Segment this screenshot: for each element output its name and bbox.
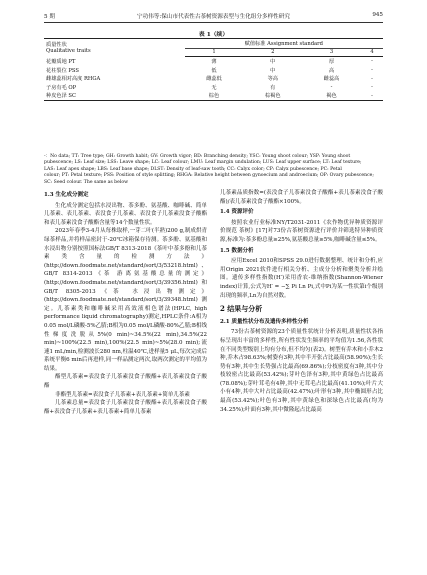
table-cell: 高 <box>328 67 335 74</box>
table-cell: 有 <box>270 84 276 91</box>
col-num: 1 <box>185 48 244 57</box>
table-header-standard: 赋值标准 Assignment standard <box>185 39 383 49</box>
table-cell: - <box>371 84 373 91</box>
table-note-line: pubescence; LS: Leaf size; LSS: Leave shape; LC: Leaf colour; LMU: Leaf margin undulation; LUS: Leaf upper surface; LT: Leaf texture; <box>44 160 362 166</box>
paragraph: 儿茶素总量=表没食子儿茶素没食子酸酯+表儿茶素没食子酸酯+表没食子儿茶素+表儿茶素+简单儿茶素 <box>44 400 207 415</box>
table-caption: 表 1（续） <box>198 32 229 38</box>
paragraph: 73份古茶树资源的23个质量性状统计分析表明,质量性状各指标呈现出丰富的多样性,所有性状发生频率的平均值为1.56,各性状在不同类型级别上均有分布,但不均匀(表2)。树型有乔木和小乔木2种,乔木占98.63%;树姿有3种,其中半开张占比最高(58.90%);生长势有3种,其中生长势强占比最高(69.86%);分枝密度有3种,其中分枝较密占比最高(53.42%);芽叶色泽有3种,其中黄绿色占比最高(78.08%);芽叶茸毛有4种,其中无茸毛占比最高(41.10%);叶片大小有4种,其中大叶占比最高(42.47%);叶形有3种,其中椭圆形占比最高(53.42%);叶色有3种,其中黄绿色和深绿色占比最高(均为34.25%);叶面有3种,其中微隆起占比最高 <box>220 329 383 413</box>
header-title: 宁功伟等:保山市代表性古茶树资源表型与生化组分多样性研究 <box>137 14 290 20</box>
table-note-line: SC: Seed colour. The same as below <box>44 179 129 185</box>
table-cell: - <box>371 58 373 65</box>
table-cell: - <box>371 67 373 74</box>
table-note-line: LAS: Leaf apex shape; LBS: Leaf base shape; DLST: Density of leaf-saw tooth; CC: Calyx color; CP: Calyx pubescence; PC: Petal <box>44 166 342 172</box>
table-header-trait <box>44 39 185 57</box>
table-cell: - <box>371 75 373 82</box>
row-trait: 子房有毛 OP <box>46 84 77 91</box>
col-num: 4 <box>361 48 383 57</box>
table-cell: 雌蕊低 <box>206 76 222 83</box>
table-cell: 厚 <box>328 58 335 65</box>
trait-header-en: Qualitative traits <box>46 48 91 55</box>
section-heading-1-4: 1.4 资源评价 <box>220 209 254 216</box>
table-cell: 中 <box>270 58 276 65</box>
table-cell: - <box>361 92 383 101</box>
table-row <box>44 92 383 101</box>
right-column <box>220 189 383 414</box>
table-cell: 中 <box>270 67 276 74</box>
section-heading-1-3: 1.3 生化成分测定 <box>44 192 89 198</box>
header-rule <box>44 22 383 23</box>
table-note-line: colour; PT: Petal texture; PSS: Position of style splitting; RHGA: Relative height between gynoecium and androecium; OP: Ovary pubescence; <box>44 173 374 179</box>
col-num: 3 <box>302 48 361 57</box>
section-heading-1-5: 1.5 数据分析 <box>220 247 254 254</box>
paragraph <box>220 257 383 300</box>
section-heading-2-1: 2.1 质量性状分布及遗传多样性分析 <box>220 318 309 325</box>
row-trait: 种皮色泽 SC <box>44 92 185 101</box>
header-page-number: 945 <box>372 12 383 18</box>
shannon-formula: H′ = −∑ Pi Ln Pi <box>266 283 314 290</box>
row-trait: 花柱裂位 PSS <box>46 67 79 74</box>
table-cell: 褐色 <box>302 92 361 101</box>
paragraph: 非酯型儿茶素=表没食子儿茶素+表儿茶素+简单儿茶素 <box>55 391 190 398</box>
paragraph-text: 应用Excel 2010和SPSS 29.0进行数据整理、统计和分析,应用Origin 2021软件进行相关分析、主成分分析和聚类分析并绘图。遗传多样性指数(H′)采用香农-维纳指数(Shannon-Wiener index)计算,公式为 <box>220 258 383 290</box>
table-cell: 薄 <box>211 58 217 65</box>
table-cell: 低 <box>211 67 217 74</box>
assignment-standard-table <box>44 38 383 101</box>
section-heading-2: 2 结果与分析 <box>220 304 263 314</box>
table-cell: 雌蕊高 <box>323 76 340 83</box>
paragraph: 儿茶素品质指数=(表没食子儿茶素没食子酸酯+表儿茶素没食子酸酯)/表儿茶素没食子酸酯×100%。 <box>220 190 383 205</box>
table-cell: 无 <box>211 84 217 91</box>
table-notes <box>44 154 383 186</box>
col-num: 2 <box>243 48 302 57</box>
table-row <box>44 74 383 83</box>
row-trait: 花瓣质地 PT <box>46 58 76 65</box>
paragraph: 按照农业行业标准NY/T2031-2011《农作物优异种质资源评价规范 茶树》[17]对73份古茶树资源进行评价并筛选特异种质资源,标准为:茶多酚总量≥25%,氨基酸总量≥5%,咖啡碱含量≤5%。 <box>220 219 383 243</box>
table-note-line: -：No data; TT: Tree type; GH: Growth habit; GV: Growth vigor; BD: Branching density; YSC: Young shoot colour; YSP: Young shoot <box>44 154 351 159</box>
paragraph: 生化成分测定包括水浸出物、茶多酚、氨基酸、咖啡碱、简单儿茶素、表儿茶素、表没食子儿茶素、表没食子儿茶素没食子酸酯和表儿茶素没食子酸酯含量等14个数量性状。 <box>44 202 207 226</box>
paragraph: 酯型儿茶素=表没食子儿茶素没食子酸酯+表儿茶素没食子酸酯 <box>44 374 207 390</box>
table-cell: - <box>330 84 333 91</box>
table-row <box>44 66 383 75</box>
table-row <box>44 57 383 66</box>
table-cell: 棕色 <box>185 92 244 101</box>
paragraph: 2023年春季3-4月从每株取样,一芽二叶(半熟)200 g,制成烘青绿茶样品,并将样品密封于-20℃冰箱保存待测。茶多酚、氨基酸和水浸出物分别按照国标法GB/T 8313-2018《茶叶中茶多酚和儿茶素类含量的检测方法》(http://down.foodmate.net/standard/sort/3/53218.html)、GB/T 8314-2013《茶 游离氨基酸总量的测定》(http://down.foodmate.net/standard/sort/3/39356.html)和GB/T 8305-2013《茶 水浸出物测定》(http://down.foodmate.net/standard/sort/3/39348.html)测定。儿茶素类和咖啡碱采用高效液相色谱法(HPLC, high performance liquid chromatography)测定,HPLC条件:A相为0.05 mol/L磷酸-5%乙腈;B相为0.05 mol/L磷酸-80%乙腈;B相线性梯度洗脱从5%(0 min)~34.5%(22 min),34.5%(22 min)~100%(22.5 min),100%(22.5 min)~5%(28.0 min);流速1 mL/min,检测波长280 nm,柱温40℃,进样量5 μL,每次完成后系统平衡6 min后再进样,同一样品测定两次,取两次测定的平均值为结果。 <box>44 228 207 372</box>
table-cell: 棕褐色 <box>243 92 302 101</box>
row-trait: 雌雄蕊相对高度 RHGA <box>46 76 101 83</box>
header-issue: 5 期 <box>44 14 55 20</box>
paragraph-text: ,式中Pi为某一性状第i个级别出现的频率,Ln为自然对数。 <box>220 283 384 299</box>
left-column <box>44 189 207 416</box>
table-row <box>44 83 383 92</box>
trait-header-zh: 质量性状 <box>46 42 67 49</box>
table-cell: 等高 <box>267 76 278 83</box>
